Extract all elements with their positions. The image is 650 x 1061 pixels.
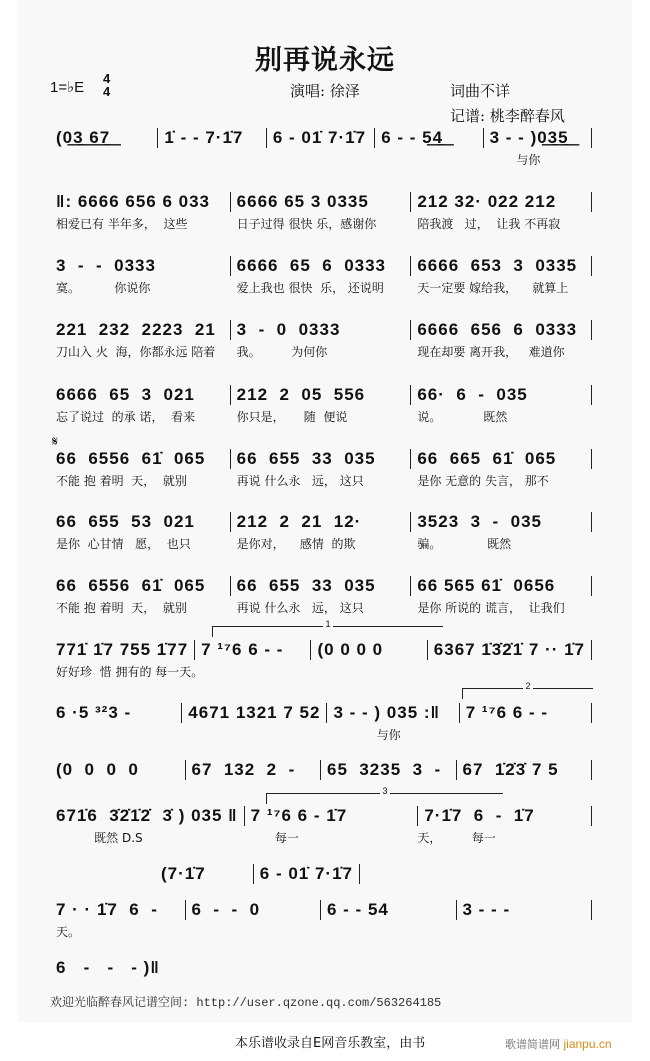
measure: 7 ¹⁷6 6 - 1̇7 [250, 806, 348, 825]
barline [591, 576, 592, 596]
measure: 6 - - 54 [327, 900, 389, 919]
lyric: 是你 心甘情 愿， 也只 [56, 537, 191, 551]
measure: 7 ¹⁷6 6 - - [201, 640, 284, 659]
lyric: 陪我渡 过， 让我 不再寂 [417, 217, 561, 231]
lyric: 是你对， 感情 的欺 [236, 537, 356, 551]
lyric: 天。 [56, 925, 81, 939]
lyrics-row [50, 923, 592, 940]
measure: 3 - - )0͟3͟5͟ [489, 128, 569, 147]
notation-row [50, 640, 592, 660]
notation-row [50, 256, 592, 276]
lyric: 再说 什么永 远， 这只 [236, 474, 364, 488]
measure: 212 2 21 12· [236, 512, 362, 531]
lyric: 说。 既然 [417, 410, 508, 424]
barline [359, 864, 360, 884]
lyric [457, 726, 593, 743]
measure: 6 - - 0 [191, 900, 261, 919]
barline [591, 320, 592, 340]
measure: 6666 653 3 0335 [417, 256, 578, 275]
lyrics-row [50, 535, 592, 552]
notation-row [50, 192, 592, 212]
segno-sign: 𝄋 [52, 434, 59, 450]
measure: 7 ¹⁷6 6 - - [465, 703, 548, 722]
measure: 3 - - 0333 [56, 256, 156, 275]
measure: 6 - - - )‖ [56, 958, 160, 977]
notation-row [50, 576, 592, 596]
lyric: 天一定要 嫁给我， 就算上 [417, 281, 569, 295]
lyrics-row [50, 408, 592, 425]
measure: (7·1̇7 [161, 864, 206, 883]
lyric [337, 663, 465, 680]
song-title: 别再说永远 [255, 45, 395, 76]
barline [591, 128, 592, 148]
notation-row [50, 449, 592, 469]
measure: 65 3235 3 - [327, 760, 442, 779]
measure: (0͟3͟ 6͟7͟ [56, 128, 111, 147]
measure: 6666 65 3 021 [56, 385, 195, 404]
notation-row [50, 958, 170, 978]
lyric: 日子过得 很快 乐，感谢你 [236, 217, 377, 231]
lyric [321, 923, 457, 940]
measure: 6666 656 6 0333 [417, 320, 578, 339]
measure: 66 6556 61̇ 065 [56, 576, 206, 595]
lyric [209, 663, 337, 680]
lyric: 是你 所说的 谎言， 让我们 [417, 601, 565, 615]
lyric: 忘了说过 的承 诺， 看来 [56, 410, 196, 424]
lyric: 再说 什么永 远， 这只 [236, 601, 364, 615]
notation-row [50, 320, 592, 340]
barline [591, 192, 592, 212]
measure: 212 32· 022 212 [417, 192, 557, 211]
lyric: 好好珍 惜 拥有的 每一天。 [56, 665, 204, 679]
measure: 771̇ 1̇7 755 1̇77 [56, 640, 189, 659]
lyric: 与你 [327, 728, 401, 742]
measure: 6 ·5 ³²3 - [56, 703, 132, 722]
measure: 3 - - ) 035 :‖ [333, 703, 440, 722]
time-top: 4 [103, 71, 111, 86]
measure: 7·1̇7 6 - 1̇7 [424, 806, 535, 825]
lyrics-row [50, 472, 592, 489]
lyric: 不能 抱 着明 天， 就别 [56, 474, 187, 488]
lyric: 寞。 你说你 [56, 281, 151, 295]
lyric: 爱上我也 很快 乐， 还说明 [236, 281, 384, 295]
lyrics-row [50, 726, 592, 743]
volta-1: 1 [212, 626, 443, 637]
notation-row [50, 512, 592, 532]
lyric: 不能 抱 着明 天， 就别 [56, 601, 187, 615]
measure: (0 0 0 0 [317, 640, 384, 659]
notation-row [50, 703, 592, 723]
barline [591, 806, 592, 826]
measure: 3 - - - [462, 900, 511, 919]
lyric [464, 663, 592, 680]
lyrics-row [50, 279, 592, 296]
measure: 7 · · 1̇7 6 - [56, 900, 158, 919]
lyric: 与你 [489, 153, 541, 167]
lyric [50, 151, 158, 168]
measure: 6367 1̇3̇2̇1̇ 7 ·· 1̇7 [433, 640, 586, 659]
volta-3: 3 [266, 793, 503, 804]
barline [591, 449, 592, 469]
notation-row [155, 864, 360, 884]
footer-note: 欢迎光临醉春风记谱空间: http://user.qzone.qq.com/563264185 [50, 996, 442, 1010]
measure: 6666 65 6 0333 [236, 256, 387, 275]
lyric: 骗。 既然 [417, 537, 512, 551]
barline [591, 256, 592, 276]
time-signature [103, 72, 110, 98]
lyric: 每一 [236, 831, 299, 845]
time-bottom: 4 [103, 84, 111, 99]
notation-row [50, 806, 592, 826]
measure: 66 655 53 021 [56, 512, 195, 531]
authors: 词曲不详 [450, 82, 511, 100]
measure: 66 655 33 035 [236, 576, 376, 595]
lyric: 天， 每一 [417, 831, 496, 845]
measure: 212 2 05 556 [236, 385, 366, 404]
notation-row [50, 760, 592, 780]
barline [591, 900, 592, 920]
measure: 66· 6 - 035 [417, 385, 528, 404]
measure: 1̇ - - 7·1̇7 [164, 128, 244, 147]
measure: 66 6556 61̇ 065 [56, 449, 206, 468]
lyrics-row [50, 829, 592, 846]
lyric: 既然 D.S [56, 831, 143, 845]
key-signature: 1=♭E [50, 79, 85, 96]
measure: 671̇6 3̇2̇1̇2̇ 3̇ ) 035 ‖ [56, 806, 238, 825]
measure: 6 - 01̇ 7·1̇7 [272, 128, 367, 147]
measure: 6 - - 5͟4͟ [381, 128, 444, 147]
lyrics-row [50, 215, 592, 232]
lyrics-row [50, 599, 592, 616]
measure: 3523 3 - 035 [417, 512, 542, 531]
lyric: 刀山入 火 海，你都永远 陪着 [56, 345, 216, 359]
watermark: 歌谱简谱网 jianpu.cn [505, 1037, 612, 1051]
lyric: 相爱已有 半年多， 这些 [56, 217, 188, 231]
singer: 演唱: 徐泽 [290, 82, 360, 100]
lyric [457, 923, 593, 940]
lyric: 我。 为何你 [236, 345, 328, 359]
measure: 3 - 0 0333 [236, 320, 341, 339]
lyric [375, 151, 483, 168]
measure: (0 0 0 0 [56, 760, 139, 779]
lyric [158, 151, 266, 168]
lyric: 现在却要 离开我， 难道你 [417, 345, 565, 359]
credit-text: 本乐谱收录自E网音乐教室，由书 [235, 1036, 426, 1051]
lyric [186, 923, 322, 940]
measure: 66 655 33 035 [236, 449, 376, 468]
lyric: 是你 无意的 失言， 那不 [417, 474, 549, 488]
lyrics-row [50, 343, 592, 360]
barline [591, 703, 592, 723]
measure: 4671 1321 7 52 [188, 703, 321, 722]
measure: 66 665 61̇ 065 [417, 449, 557, 468]
measure: ‖: 6666 656 6 033 [56, 192, 211, 211]
lyric [50, 726, 186, 743]
measure: 221 232 2223 21 [56, 320, 216, 339]
lyric [186, 726, 322, 743]
measure: 6666 65 3 0335 [236, 192, 369, 211]
barline [591, 640, 592, 660]
barline [591, 512, 592, 532]
transcriber: 记谱: 桃李醉春风 [450, 107, 565, 125]
notation-row [50, 385, 592, 405]
lyric: 你只是， 随 便说 [236, 410, 348, 424]
barline [591, 760, 592, 780]
notation-row [50, 128, 592, 148]
lyrics-row [50, 151, 592, 168]
barline [591, 385, 592, 405]
measure: 67 132 2 - [191, 760, 296, 779]
lyrics-row [50, 663, 592, 680]
notation-row [50, 900, 592, 920]
volta-2: 2 [462, 688, 593, 699]
lyric [267, 151, 375, 168]
measure: 67 1̇2̇3̇ 7 5 [462, 760, 559, 779]
measure: 66 565 61̇ 0656 [417, 576, 556, 595]
measure: 6 - 01̇ 7·1̇7 [259, 864, 353, 883]
